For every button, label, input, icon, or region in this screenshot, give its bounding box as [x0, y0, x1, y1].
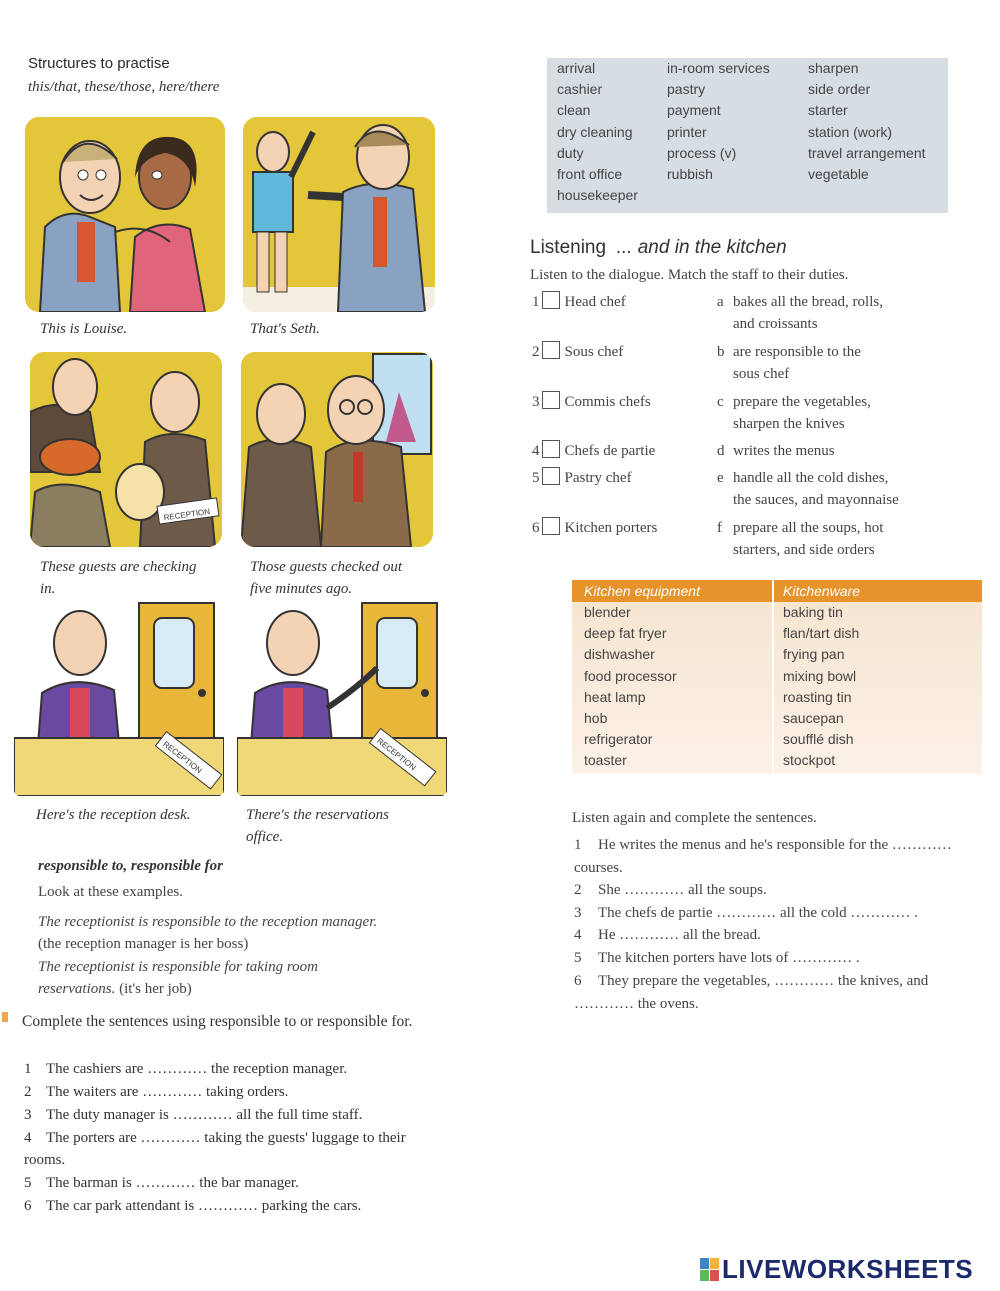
duty-item: [717, 467, 947, 511]
vocabulary-word: housekeeper: [557, 187, 638, 204]
duty-line-2: sous chef: [733, 366, 790, 382]
duty-item: [717, 517, 947, 561]
duty-item: [717, 391, 947, 435]
caption-checked-out: Those guests checked out five minutes ago.: [250, 559, 403, 597]
staff-name: Pastry chef: [564, 470, 632, 486]
duty-line-2: sharpen the knives: [733, 416, 845, 432]
answer-checkbox[interactable]: [542, 291, 560, 309]
vocabulary-word: rubbish: [667, 166, 713, 182]
listening-heading: Listening ... and in the kitchen: [530, 237, 787, 258]
vocabulary-word: in-room services: [667, 60, 770, 76]
vocabulary-word: dry cleaning: [557, 123, 633, 140]
example-1: The receptionist is responsible to the reception manager.: [38, 914, 378, 930]
duty-item: [717, 291, 947, 335]
reception-sign-text: RECEPTION: [163, 506, 211, 523]
vocabulary-word: sharpen: [808, 60, 859, 76]
answer-checkbox[interactable]: [542, 341, 560, 359]
reception-sign-text: RECEPTION: [375, 736, 418, 773]
staff-number: 4: [532, 443, 540, 459]
equipment-item: deep fat fryer: [584, 625, 667, 642]
staff-number: 6: [532, 520, 540, 536]
vocabulary-word: duty: [557, 144, 584, 161]
reception-sign-text: RECEPTION: [161, 739, 204, 776]
vocabulary-word: side order: [808, 81, 871, 98]
staff-name: Sous chef: [564, 344, 624, 360]
vocabulary-word: clean: [557, 102, 591, 119]
exercise-4-item[interactable]: 3 The duty manager is ………… all the full time staff.: [24, 1107, 363, 1123]
duty-letter: f: [717, 520, 722, 536]
staff-item: [532, 341, 623, 363]
kitchenware-item: stockpot: [783, 752, 836, 769]
exercise-4-item[interactable]: 1 The cashiers are ………… the reception manager.: [24, 1061, 348, 1077]
equipment-item: blender: [584, 604, 631, 620]
illustration-reservations-office: [237, 598, 447, 796]
illustration-checking-in: [30, 352, 222, 547]
sentence-item[interactable]: 2 She ………… all the soups.: [574, 882, 767, 898]
staff-number: 5: [532, 470, 540, 486]
staff-name: Head chef: [564, 294, 626, 310]
kitchenware-item: saucepan: [783, 710, 844, 726]
duty-letter: b: [717, 344, 725, 360]
duty-letter: a: [717, 294, 724, 310]
section-subtitle: this/that, these/those, here/there: [28, 79, 220, 95]
section-title: Structures to practise: [28, 55, 170, 72]
staff-name: Chefs de partie: [564, 443, 656, 459]
sentence-item[interactable]: 1 He writes the menus and he's responsible for the ………… courses.: [574, 837, 952, 876]
kitchenware-item: soufflé dish: [783, 731, 854, 748]
kitchenware-item: roasting tin: [783, 688, 852, 705]
staff-name: Kitchen porters: [564, 520, 658, 536]
vocabulary-word: arrival: [557, 60, 596, 76]
staff-item: [532, 291, 626, 313]
vocabulary-word: printer: [667, 123, 707, 140]
kitchenware-item: baking tin: [783, 604, 843, 620]
answer-checkbox[interactable]: [542, 467, 560, 485]
caption-seth: That's Seth.: [250, 321, 320, 337]
sentence-item[interactable]: 3 The chefs de partie ………… all the cold ………… .: [574, 905, 918, 921]
duty-line-1: are responsible to the: [733, 344, 861, 360]
illustration-reception-desk: [14, 598, 224, 796]
caption-louise: This is Louise.: [40, 321, 128, 337]
staff-item: [532, 467, 632, 489]
vocabulary-word: station (work): [808, 123, 893, 140]
kitchenware-item: flan/tart dish: [783, 625, 860, 642]
answer-checkbox[interactable]: [542, 391, 560, 409]
kitchenware-item: mixing bowl: [783, 667, 857, 684]
example-2-note: (it's her job): [119, 981, 192, 997]
duty-line-1: prepare the vegetables,: [733, 394, 871, 410]
header-kitchen-equipment: Kitchen equipment: [584, 583, 700, 599]
exercise-4-item[interactable]: 2 The waiters are ………… taking orders.: [24, 1084, 289, 1100]
answer-checkbox[interactable]: [542, 517, 560, 535]
equipment-item: heat lamp: [584, 688, 646, 705]
sentence-item[interactable]: 6 They prepare the vegetables, ………… the knives, and ………… the ovens.: [574, 973, 929, 1012]
equipment-item: hob: [584, 710, 608, 726]
staff-item: [532, 440, 655, 462]
examples-intro: Look at these examples.: [38, 884, 183, 900]
sentence-item[interactable]: 4 He ………… all the bread.: [574, 927, 761, 943]
header-kitchenware: Kitchenware: [783, 583, 861, 599]
duty-line-1: bakes all the bread, rolls,: [733, 294, 883, 310]
duty-letter: c: [717, 394, 724, 410]
liveworksheets-logo-icon: [700, 1258, 720, 1287]
responsible-heading: responsible to, responsible for: [38, 858, 224, 874]
exercise-4-instruction: Complete the sentences using responsible to or responsible for.: [22, 1013, 413, 1030]
exercise-4-item[interactable]: 6 The car park attendant is ………… parking the cars.: [24, 1198, 362, 1214]
vocabulary-word: vegetable: [808, 166, 869, 182]
equipment-item: food processor: [584, 667, 677, 684]
illustration-checked-out: [241, 352, 433, 547]
exercise-4-item[interactable]: 5 The barman is ………… the bar manager.: [24, 1175, 299, 1191]
vocabulary-word: front office: [557, 166, 623, 182]
vocabulary-word: starter: [808, 102, 848, 119]
exercise-marker: [2, 1012, 8, 1022]
vocabulary-word: process (v): [667, 144, 737, 161]
equipment-item: toaster: [584, 752, 627, 769]
illustration-louise: [25, 117, 225, 312]
duty-letter: d: [717, 443, 725, 459]
duty-line-2: and croissants: [733, 316, 818, 332]
kitchenware-item: frying pan: [783, 646, 845, 663]
example-2-block: [38, 956, 378, 1000]
vocabulary-word: pastry: [667, 81, 706, 98]
example-1-note: (the reception manager is her boss): [38, 936, 249, 952]
caption-checking-in: These guests are checking in.: [40, 559, 197, 597]
exercise-4-item[interactable]: 4 The porters are ………… taking the guests' luggage to their rooms.: [24, 1130, 406, 1168]
vocabulary-word: payment: [667, 102, 721, 119]
vocabulary-word: cashier: [557, 81, 603, 98]
duty-letter: e: [717, 470, 724, 486]
caption-reception-desk: Here's the reception desk.: [36, 807, 191, 823]
staff-name: Commis chefs: [564, 394, 651, 410]
staff-item: [532, 391, 651, 413]
staff-number: 3: [532, 394, 540, 410]
caption-reservations-office: There's the reservations office.: [246, 807, 389, 845]
vocabulary-word: travel arrangement: [808, 144, 926, 161]
brand-name[interactable]: LIVEWORKSHEETS: [722, 1254, 974, 1284]
duty-line-2: starters, and side orders: [733, 542, 875, 558]
duty-line-1: writes the menus: [733, 443, 835, 459]
duty-line-2: the sauces, and mayonnaise: [733, 492, 899, 508]
table-divider: [772, 580, 774, 774]
equipment-item: refrigerator: [584, 731, 653, 748]
illustration-seth: [243, 117, 435, 312]
staff-number: 2: [532, 344, 540, 360]
example-2: The receptionist is responsible for taking room reservations.: [38, 959, 318, 997]
listening-instruction: Listen to the dialogue. Match the staff to their duties.: [530, 267, 849, 283]
duty-line-1: prepare all the soups, hot: [733, 520, 884, 536]
sentence-item[interactable]: 5 The kitchen porters have lots of ………… .: [574, 950, 860, 966]
duty-line-1: handle all the cold dishes,: [733, 470, 889, 486]
staff-number: 1: [532, 294, 540, 310]
staff-item: [532, 517, 657, 539]
equipment-item: dishwasher: [584, 646, 655, 663]
duty-item: [717, 341, 947, 385]
answer-checkbox[interactable]: [542, 440, 560, 458]
listen-again-instruction: Listen again and complete the sentences.: [572, 810, 817, 826]
